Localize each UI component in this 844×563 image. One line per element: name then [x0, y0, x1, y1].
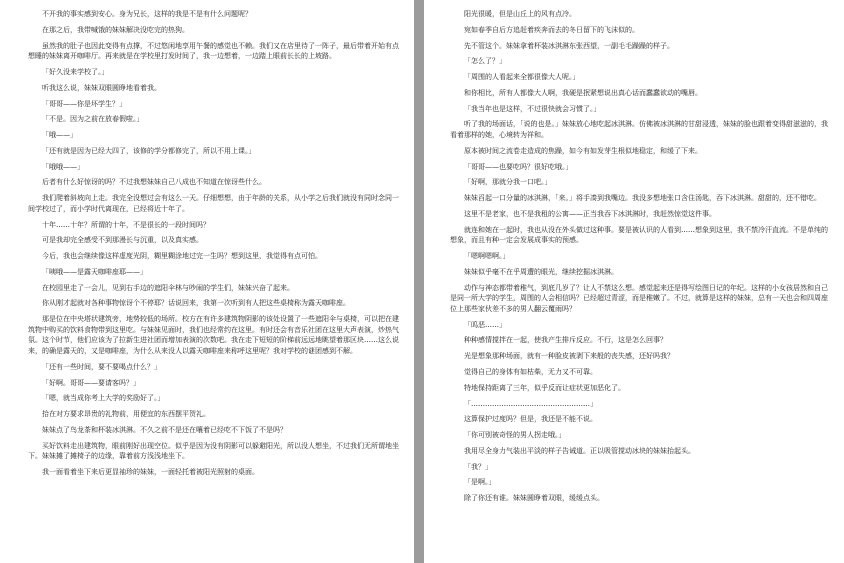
paragraph: 「好啊。哥哥——要请客吗？」	[42, 378, 140, 387]
paragraph: 那是位在中央塔状建筑旁，地势较低的场所。校方在有许多建筑物阴影的该处设置了一些遮阳伞与桌椅，可以把在建筑物中购买的饮料食物带到这里吃。与妹妹见面时，我们也经常约在这里。有时还会有音乐社团在这里大声表演，炒热气氛。这个时节，他们应该为了拉新生进社团而增加表演的次数吧。我在走下短短的阶梯前远远地眺望着那区块……这么说来，的确是露天的，又是咖啡座，为什么从来没人以露天咖啡座来称呼这里呢？我对学校的谜团感到不解。	[28, 315, 399, 356]
paragraph: 买好饮料走出建筑物，眼前刚好出现空位。似乎是因为没有阴影可以躲避阳光，所以没人想坐，不过我们无所谓地坐下。妹妹摊了摊椅子的边缘，靠着前方浅浅地坐下。	[28, 441, 399, 461]
paragraph: 「周围的人看起来全都很像大人呢。」	[464, 73, 580, 82]
paragraph: 「咦哦——是露天咖啡座耶——」	[42, 267, 147, 276]
paragraph: 「哥哥——也要吃吗？很好吃哦。」	[464, 162, 573, 171]
paragraph: 原本被时间之流卷走造成的焦躁，如今有如发芽生根似地稳定，和缓了下来。	[464, 146, 702, 155]
paragraph: 觉得自己的身体有如枯柴，无力又不可靠。	[464, 368, 597, 376]
paragraph: 「好啊，那就分我一口吧。」	[464, 178, 552, 187]
paragraph: 今后，我也会继续像这样虚度光阴，糊里糊涂地过完一生吗？想到这里，我觉得有点可怕。	[42, 252, 322, 261]
paragraph: 可是我却完全感受不到那漫长与沉重，以及真实感。	[42, 236, 203, 245]
paragraph: 除了你还有谁。妹妹圆睁着双眼，缓缓点头。	[464, 494, 604, 503]
paragraph: 「还有一些时间，要不要喝点什么？」	[42, 362, 161, 371]
paragraph: 虽然我的肚子也因此变得有点撑，不过悠闲地享用午餐的感觉也不赖。我们又在店里待了一阵子，最后带着开始有点想睡的妹妹离开咖啡厅。再来就是在学校里打发时间了，我一边想着，一边踏上眼前长长的上坡路。	[28, 41, 399, 61]
paragraph: 特地保持距离了三年，似乎反而让症状更加恶化了。	[464, 383, 625, 392]
paragraph: 宛如春季自后方追赶着疾奔而去的冬日留下的飞沫似的。	[464, 25, 639, 34]
paragraph: 「还有就是因为已经大四了，该修的学分都修完了，所以不用上课。」	[42, 146, 256, 155]
left-page	[0, 0, 414, 563]
paragraph: 后者有什么好惊讶的吗？不过我想妹妹自己八成也不知道在惊讶些什么。	[42, 178, 266, 187]
paragraph: 我用尽全身力气装出平淡的样子告诫道。正以吸管搅动冰块的妹妹抬起头。	[464, 446, 695, 455]
paragraph: 「我？」	[464, 462, 492, 471]
paragraph: 妹妹点了鸟龙茶和杯装冰淇淋。不久之前不是还在嚷着已经吃不下饭了不是吗？	[42, 425, 287, 434]
paragraph: 妹妹舀起一口分量的冰淇淋，「来。」将手凑到我嘴边。我没多想地张口含住汤匙，吞下冰淇淋。甜甜的，还不错吃。	[464, 194, 821, 203]
paragraph: 「哦哦——」	[42, 162, 84, 171]
paragraph: 种种感情搅拌在一起，使我产生排斥反应。不行，这是怎么回事？	[464, 336, 667, 345]
paragraph: 「嗯啊嗯啊。」	[464, 252, 510, 261]
paragraph: 「好久没来学校了。」	[42, 67, 109, 76]
paragraph: 「呜恶……」	[464, 320, 506, 329]
paragraph: 拾在对方要求昂贵的礼物前，用便宜的东西摆平贺礼。	[42, 410, 210, 419]
right-page	[424, 0, 844, 563]
page-gutter	[414, 0, 424, 563]
paragraph: 听我这么说，妹妹双眼圆睁地看着我。	[42, 83, 161, 92]
paragraph: 我们爬着斜坡向上走。我完全没想过会有这么一天。仔细想想，由于年龄的关系，从小学之后我们就没有同时念同一间学校过了，而小学时代离现在，已经将近十年了。	[28, 194, 399, 213]
paragraph: 「哦——」	[42, 131, 77, 140]
paragraph: 阳光很暖，但是山丘上的风有点冷。	[464, 10, 576, 18]
paragraph: 「……………………………………………」	[464, 399, 597, 408]
paragraph: 「是啊。」	[464, 478, 496, 487]
paragraph: 不开我的事实感到安心。身为兄长，这样的我是不是有什么问题呢？	[42, 10, 252, 18]
paragraph: 在校园里走了一会儿，见到右手边的遮阳伞林与吵闹的学生们，妹妹兴奋了起来。	[42, 283, 294, 292]
paragraph: 动作与神态都带着稚气，到底几岁了？让人不禁这么想。感觉起来还是得写绘图日记的年纪。这样的小女孩居然和自己是同一所大学的学生，周围的人会相信吗？已经超过青涩，而是稚嫩了。不过，就算是这样的妹妹，总有一天也会和四周座位上那些家伙差不多的男人翻云覆雨吗？	[450, 283, 828, 313]
paragraph: 「嗯，就当成你考上大学的奖励好了。」	[42, 394, 165, 403]
paragraph: 「不是。因为之前在放春假啦。」	[42, 115, 144, 124]
paragraph: 你从刚才起就对各种事物惊讶个不停耶？话说回来，我第一次听到有人把这些桌椅称为露天咖啡座。	[42, 299, 350, 308]
paragraph: 听了我的场面话，「说的也是。」妹妹放心地吃起冰淇淋。仿佛被冰淇淋的甘甜浸透，妹妹的脸也跟着变得甜滋滋的，我看着那样的她，心境转为祥和。	[450, 120, 828, 140]
paragraph: 先不管这个。妹妹拿着杯装冰淇淋东张西望，一副毛毛躁躁的样子。	[464, 41, 674, 50]
paragraph: 十年……十年？所谓的十年，不是很长的一段时间吗？	[42, 220, 210, 229]
paragraph: 我一面看着坐下来后更显袖珍的妹妹，一面轻托着被阳光照射的桌面。	[42, 468, 259, 477]
paragraph: 「我当年也是这样，不过很快就会习惯了。」	[464, 104, 601, 113]
paragraph: 和你相比，所有人都像大人啊，我硬是抿紧想说出真心话而蠢蠢欲动的嘴唇。	[464, 88, 702, 97]
paragraph: 妹妹似乎毫不在乎周遭的眼光，继续挖掘冰淇淋。	[464, 267, 618, 276]
paragraph: 这里不是老家，也不是我租的公寓——正当我吞下冰淇淋时，我赶然惊觉这件事。	[464, 209, 716, 218]
paragraph: 「哥哥——你是坏学生？」	[42, 99, 126, 108]
paragraph: 光是想象那种场面，就有一种脸皮被剥下来般的丧失感，还好吗我？	[464, 352, 674, 361]
paragraph: 就连和她在一起时，我也从没在外头做过这种事。要是被认识的人看到……想象到这里，我不禁冷汗直流。不是单纯的想象，而且有种一定会发展成事实的预感。	[450, 225, 828, 245]
paragraph: 「怎么了？」	[464, 57, 506, 66]
paragraph: 「你可别被奇怪的男人拐走哦。」	[464, 431, 566, 440]
paragraph: 在那之后，我带喊饿的妹妹解决没吃完的热狗。	[42, 25, 189, 34]
paragraph: 这算保护过度吗？但是，我还是不能不说。	[464, 415, 597, 424]
